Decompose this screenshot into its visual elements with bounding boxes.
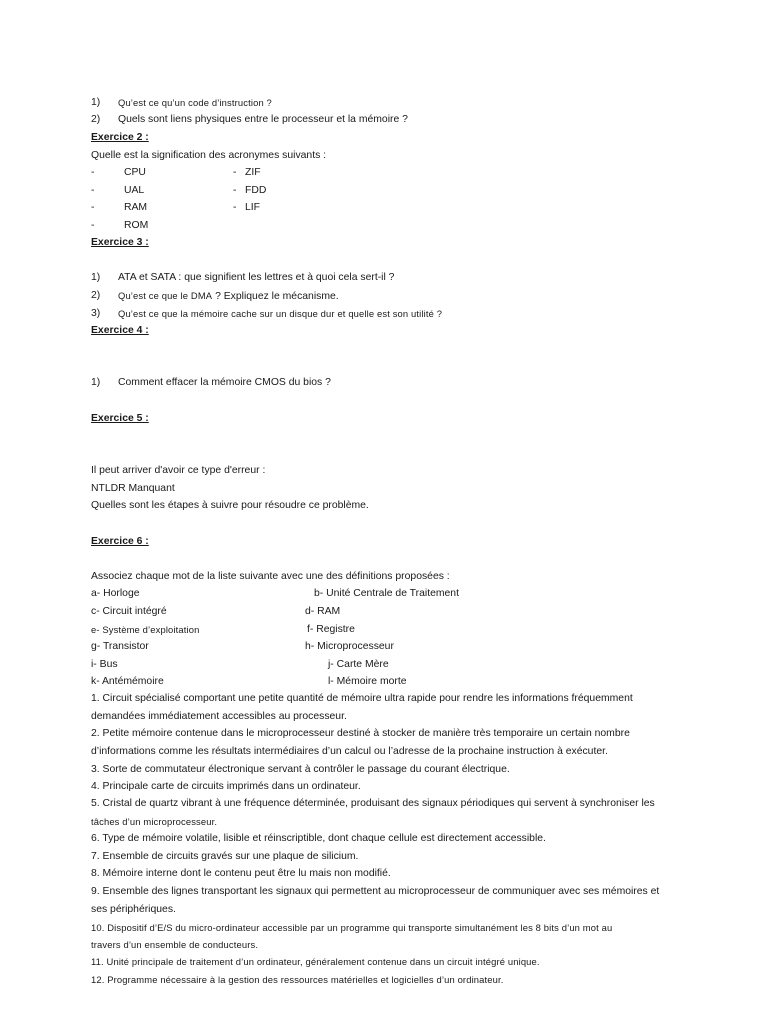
ex5-line: Il peut arriver d'avoir ce type d'erreur :	[91, 465, 266, 476]
definition-line: 2. Petite mémoire contenue dans le microprocesseur destiné à stocker de manière très temporaire un certain nombre	[91, 728, 630, 739]
term-right: j- Carte Mère	[328, 659, 389, 670]
term-left: c- Circuit intégré	[91, 606, 167, 617]
definition-line: 4. Principale carte de circuits imprimés dans un ordinateur.	[91, 781, 361, 792]
definition-line: 3. Sorte de commutateur électronique servant à contrôler le passage du courant électrique.	[91, 764, 510, 775]
definition-line: 1. Circuit spécialisé comportant une petite quantité de mémoire ultra rapide pour rendre les informations fréquemment	[91, 693, 633, 704]
ex3-q2-text	[118, 289, 339, 304]
definition-line: ses périphériques.	[91, 904, 176, 915]
acronym-dash: -	[91, 185, 95, 196]
exercise-5-title: Exercice 5 :	[91, 413, 149, 424]
acronym-rom: ROM	[124, 220, 149, 231]
acronym-lif: LIF	[245, 202, 261, 213]
q2-text: Quels sont liens physiques entre le processeur et la mémoire ?	[118, 114, 408, 125]
exercise-6-intro: Associez chaque mot de la liste suivante avec une des définitions proposées :	[91, 571, 450, 582]
acronym-fdd: FDD	[245, 185, 267, 196]
exercise-2-intro: Quelle est la signification des acronymes suivants :	[91, 150, 327, 161]
term-right: d- RAM	[305, 606, 341, 617]
definition-line: 5. Cristal de quartz vibrant à une fréquence déterminée, produisant des signaux périodiques qui servent à synchroniser les	[91, 798, 655, 809]
exercise-6-title: Exercice 6 :	[91, 536, 149, 547]
definition-line: tâches d’un microprocesseur.	[91, 816, 218, 827]
ex5-line: NTLDR Manquant	[91, 483, 175, 494]
ex3-q1-number: 1)	[91, 272, 101, 283]
definition-line: 8. Mémoire interne dont le contenu peut être lu mais non modifié.	[91, 868, 391, 879]
ex3-q2-text-a: Qu’est ce que le DMA	[118, 290, 213, 301]
term-left: i- Bus	[91, 659, 118, 670]
term-left: e- Système d’exploitation	[91, 624, 200, 635]
acronym-dash: -	[233, 202, 237, 213]
acronym-dash: -	[91, 167, 95, 178]
definition-line: 9. Ensemble des lignes transportant les signaux qui permettent au microprocesseur de communiquer avec ses mémoires et	[91, 886, 660, 897]
definition-line: demandées immédiatement accessibles au processeur.	[91, 711, 347, 722]
ex3-q1-text: ATA et SATA : que signifient les lettres et à quoi cela sert-il ?	[118, 272, 395, 283]
definition-line: 7. Ensemble de circuits gravés sur une plaque de silicium.	[91, 851, 359, 862]
definition-line: 12. Programme nécessaire à la gestion des ressources matérielles et logicielles d’un ordinateur.	[91, 974, 504, 985]
definition-line: 10. Dispositif d’E/S du micro-ordinateur accessible par un programme qui transporte simultanément les 8 bits d’un mot au	[91, 922, 613, 933]
exercise-2-title: Exercice 2 :	[91, 132, 149, 143]
acronym-ual: UAL	[124, 185, 145, 196]
acronym-dash: -	[233, 185, 237, 196]
acronym-zif: ZIF	[245, 167, 261, 178]
ex3-q2-number: 2)	[91, 290, 101, 301]
ex4-q1-number: 1)	[91, 377, 101, 388]
term-right: b- Unité Centrale de Traitement	[314, 588, 459, 599]
ex4-q1-text: Comment effacer la mémoire CMOS du bios ?	[118, 377, 331, 388]
acronym-dash: -	[91, 220, 95, 231]
ex3-q3-text: Qu’est ce que la mémoire cache sur un disque dur et quelle est son utilité ?	[118, 308, 443, 319]
acronym-dash: -	[91, 202, 95, 213]
ex3-q3-number: 3)	[91, 308, 101, 319]
term-left: g- Transistor	[91, 641, 149, 652]
acronym-cpu: CPU	[124, 167, 146, 178]
definition-line: d’informations comme les résultats intermédiaires d’un calcul ou l’adresse de la prochaine instruction à exécuter.	[91, 746, 608, 757]
definition-line: 6. Type de mémoire volatile, lisible et réinscriptible, dont chaque cellule est directement accessible.	[91, 833, 546, 844]
exercise-3-title: Exercice 3 :	[91, 237, 149, 248]
term-right: l- Mémoire morte	[328, 676, 407, 687]
q1-text: Qu’est ce qu’un code d’instruction ?	[118, 97, 272, 108]
definition-line: 11. Unité principale de traitement d’un ordinateur, généralement contenue dans un circuit intégré unique.	[91, 956, 540, 967]
ex3-q2-text-b: ? Expliquez le mécanisme.	[212, 291, 339, 302]
q2-number: 2)	[91, 114, 101, 125]
term-left: k- Antémémoire	[91, 676, 164, 687]
definition-line: travers d’un ensemble de conducteurs.	[91, 939, 259, 950]
term-left: a- Horloge	[91, 588, 140, 599]
q1-number: 1)	[91, 97, 101, 108]
term-right: h- Microprocesseur	[305, 641, 394, 652]
acronym-dash: -	[233, 167, 237, 178]
acronym-ram: RAM	[124, 202, 148, 213]
ex5-line: Quelles sont les étapes à suivre pour résoudre ce problème.	[91, 500, 369, 511]
term-right: f- Registre	[307, 624, 355, 635]
exercise-4-title: Exercice 4 :	[91, 325, 149, 336]
